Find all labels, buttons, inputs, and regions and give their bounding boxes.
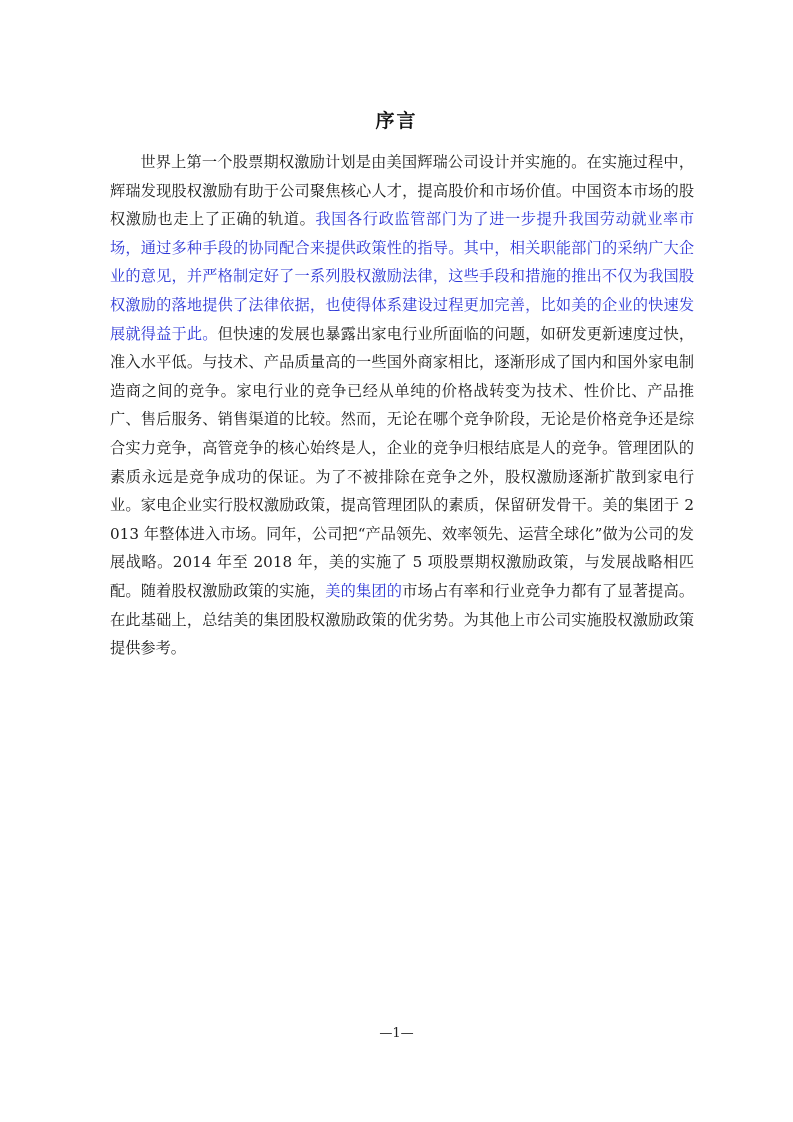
page-number: —1—	[379, 1026, 414, 1041]
paragraph-segment-plain: 市场占有率和行业竞争力都有了显著提高。在此基础上，总结美的集团股权激励政策的优劣势。为其他上市公司实施股权激励政策提供参考。	[110, 581, 695, 658]
page-title: 序言	[375, 110, 418, 132]
paragraph-segment-highlighted: 美的集团的	[325, 581, 403, 600]
paragraph-segment-plain: 世界上第一个股票期权激励计划是由美国辉瑞公司设计并实施的。在实施过程中，辉瑞发现股权激励有助于公司聚焦核心人才，提高股价和市场价值。中国资本市场的股权激励也走上了正确的轨道。	[110, 153, 694, 229]
paragraph-segment-highlighted: 我国各行政监管部门为了进一步提升我国劳动就业率市场，通过多种手段的协同配合来提供政策性的指导。其中，相关职能部门的采纳广大企业的意见，并严格制定好了一系列股权激励法律，这些手段和措施的推出不仅为我国股权激励的落地提供了法律依据，也使得体系建设过程更加完善，比如美的企业的快速发展就得益于此。	[110, 210, 695, 343]
paragraph-segment-plain: 但快速的发展也暴露出家电行业所面临的问题，如研发更新速度过快，准入水平低。与技术、产品质量高的一些国外商家相比，逐渐形成了国内和国外家电制造商之间的竞争。家电行业的竞争已经从单纯的价格战转变为技术、性价比、产品推广、售后服务、销售渠道的比较。然而，无论在哪个竞争阶段，无论是价格竞争还是综合实力竞争，高管竞争的核心始终是人，企业的竞争归根结底是人的竞争。管理团队的素质永远是竞争成功的保证。为了不被排除在竞争之外，股权激励逐渐扩散到家电行业。家电企业实行股权激励政策，提高管理团队的素质，保留研发骨干。美的集团于 2013 年整体进入市场。同年，公司把“产品领先、效率领先、运营全球化”做为公司的发展战略。2014 年至 2018 年，美的实施了 5 项股票期权激励政策，与发展战略相匹配。随着股权激励政策的实施，	[110, 324, 695, 600]
preface-paragraph	[110, 148, 694, 663]
